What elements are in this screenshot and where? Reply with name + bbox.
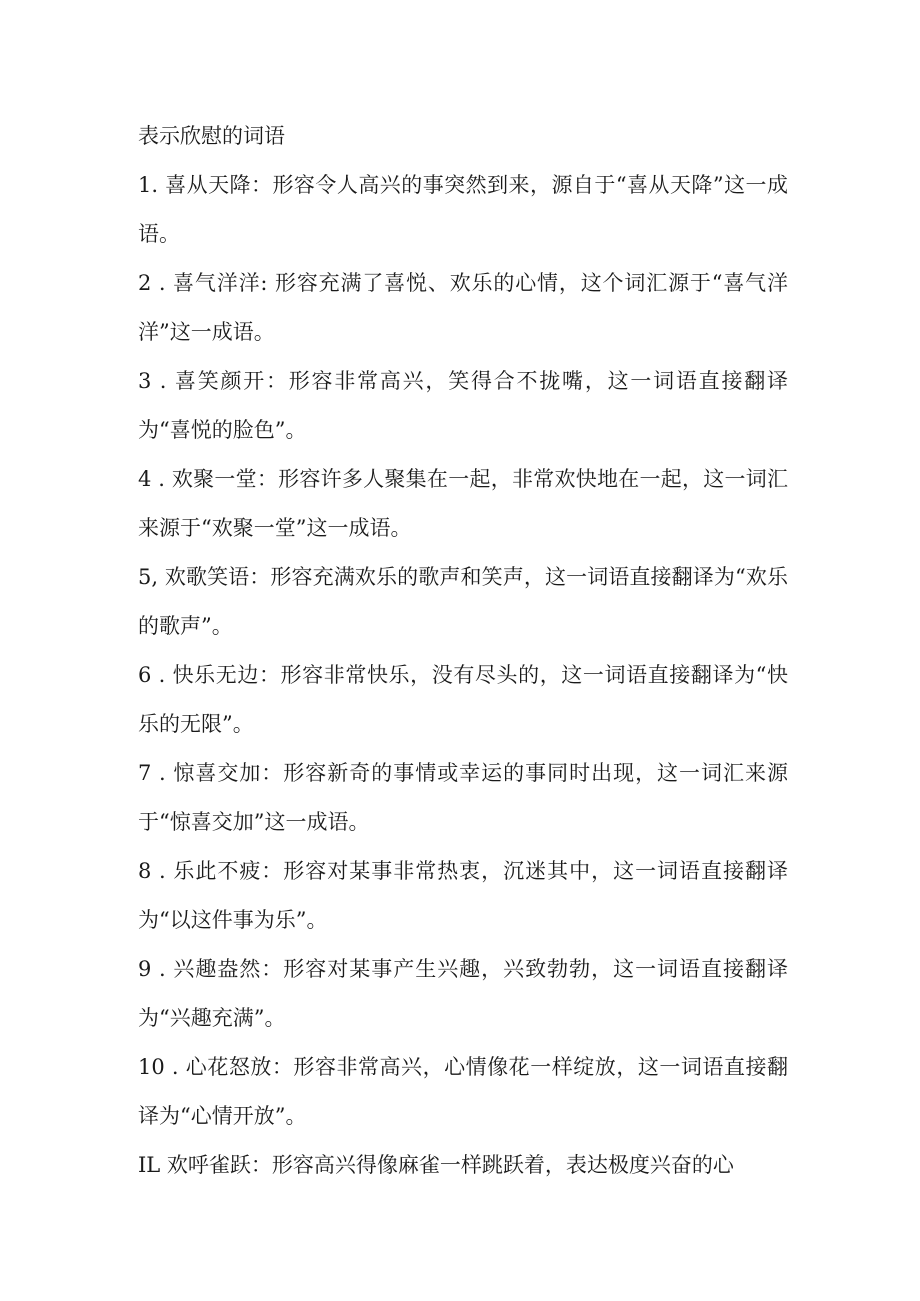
list-item: 9 . 兴趣盎然：形容对某事产生兴趣，兴致勃勃，这一词语直接翻译为“兴趣充满”。 bbox=[138, 957, 788, 1030]
list-item: 8 . 乐此不疲：形容对某事非常热衷，沉迷其中，这一词语直接翻译为“以这件事为乐”。 bbox=[138, 859, 788, 932]
list-item: 10 . 心花怒放：形容非常高兴，心情像花一样绽放，这一词语直接翻译为“心情开放”。 bbox=[138, 1055, 788, 1128]
document-body bbox=[138, 112, 788, 1190]
list-item: 2 . 喜气洋洋: 形容充满了喜悦、欢乐的心情，这个词汇源于“喜气洋洋”这一成语。 bbox=[138, 271, 788, 344]
page-title: 表示欣慰的词语 bbox=[138, 124, 285, 148]
list-item: 6 . 快乐无边：形容非常快乐，没有尽头的，这一词语直接翻译为“快乐的无限”。 bbox=[138, 663, 788, 736]
list-item: IL 欢呼雀跃：形容高兴得像麻雀一样跳跃着，表达极度兴奋的心 bbox=[138, 1153, 734, 1177]
list-item: 5, 欢歌笑语：形容充满欢乐的歌声和笑声，这一词语直接翻译为“欢乐的歌声”。 bbox=[138, 565, 788, 638]
list-item: 7 . 惊喜交加：形容新奇的事情或幸运的事同时出现，这一词汇来源于“惊喜交加”这一成语。 bbox=[138, 761, 788, 834]
list-item: 1. 喜从天降：形容令人高兴的事突然到来，源自于“喜从天降”这一成语。 bbox=[138, 173, 788, 246]
list-item: 3 . 喜笑颜开：形容非常高兴，笑得合不拢嘴，这一词语直接翻译为“喜悦的脸色”。 bbox=[138, 369, 788, 442]
list-item: 4 . 欢聚一堂：形容许多人聚集在一起，非常欢快地在一起，这一词汇来源于“欢聚一堂”这一成语。 bbox=[138, 467, 788, 540]
